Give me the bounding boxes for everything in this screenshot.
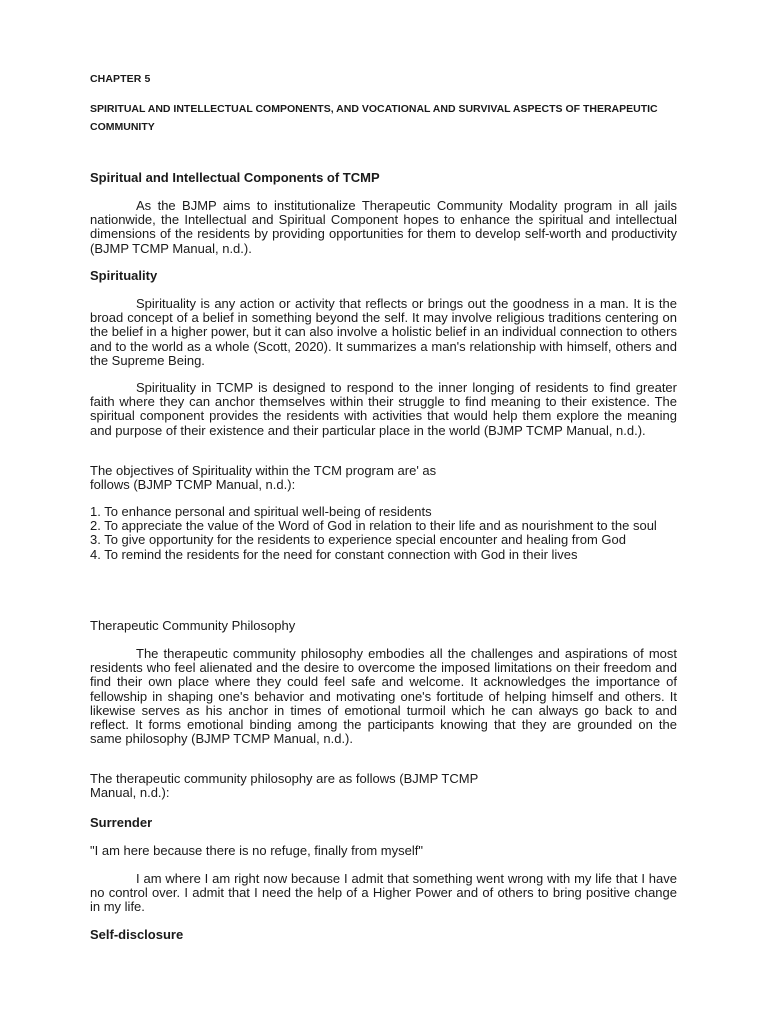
objectives-list [90, 505, 677, 562]
section-heading-spiritual-intellectual: Spiritual and Intellectual Components of TCMP [90, 170, 380, 185]
list-item: 2. To appreciate the value of the Word of God in relation to their life and as nourishment to the soul [90, 518, 657, 534]
list-item: 3. To give opportunity for the residents to experience special encounter and healing from God [90, 532, 626, 548]
chapter-title: SPIRITUAL AND INTELLECTUAL COMPONENTS, AND VOCATIONAL AND SURVIVAL ASPECTS OF THERAPEUTIC COMMUNITY [90, 103, 658, 133]
objectives-intro-line-1: The objectives of Spirituality within the TCM program are' as [90, 463, 437, 478]
section-heading-spirituality: Spirituality [90, 268, 158, 283]
objectives-intro [90, 464, 680, 492]
section-heading-philosophy: Therapeutic Community Philosophy [90, 618, 296, 633]
chapter-label: CHAPTER 5 [90, 73, 151, 85]
paragraph-philosophy: The therapeutic community philosophy embodies all the challenges and aspirations of most residents who feel alienated and the desire to overcome the imposed limitations on their freedom and find their own place where they could feel safe and welcome. It acknowledges the importance of fellowship in shaping one's behavior and motivating one's fortitude of helping himself and others. It likewise serves as his anchor in times of emotional turmoil which he can always go back to and reflect. It forms emotional binding among the participants knowing that they are grounded on the same philosophy (BJMP TCMP Manual, n.d.). [90, 646, 677, 747]
paragraph-intro: As the BJMP aims to institutionalize Therapeutic Community Modality program in all jails nationwide, the Intellectual and Spiritual Component hopes to enhance the spiritual and intellectual dimensions of the residents by providing opportunities for them to develop self-worth and productivity (BJMP TCMP Manual, n.d.). [90, 198, 677, 256]
philosophy-list-intro-line-1: The therapeutic community philosophy are as follows (BJMP TCMP [90, 771, 479, 786]
section-heading-surrender: Surrender [90, 815, 153, 830]
philosophy-list-intro [90, 772, 680, 800]
surrender-quote: "I am here because there is no refuge, finally from myself" [90, 843, 423, 858]
paragraph-spirituality-2: Spirituality in TCMP is designed to respond to the inner longing of residents to find greater faith where they can anchor themselves within their struggle to find meaning to their existence. The spiritual component provides the residents with activities that would help them explore the meaning and purpose of their existence and their particular place in the world (BJMP TCMP Manual, n.d.). [90, 380, 677, 438]
list-item: 1. To enhance personal and spiritual well-being of residents [90, 504, 432, 519]
objectives-intro-line-2: follows (BJMP TCMP Manual, n.d.): [90, 477, 296, 493]
philosophy-list-intro-line-2: Manual, n.d.): [90, 785, 170, 801]
paragraph-surrender: I am where I am right now because I admit that something went wrong with my life that I have no control over. I admit that I need the help of a Higher Power and of others to bring positive change in my life. [90, 871, 677, 915]
section-heading-self-disclosure: Self-disclosure [90, 927, 184, 942]
paragraph-spirituality-1: Spirituality is any action or activity that reflects or brings out the goodness in a man. It is the broad concept of a belief in something beyond the self. It may involve religious traditions centering on the belief in a higher power, but it can also involve a holistic belief in an individual connection to others and to the world as a whole (Scott, 2020). It summarizes a man's relationship with himself, others and the Supreme Being. [90, 296, 677, 368]
list-item: 4. To remind the residents for the need for constant connection with God in their lives [90, 546, 578, 562]
